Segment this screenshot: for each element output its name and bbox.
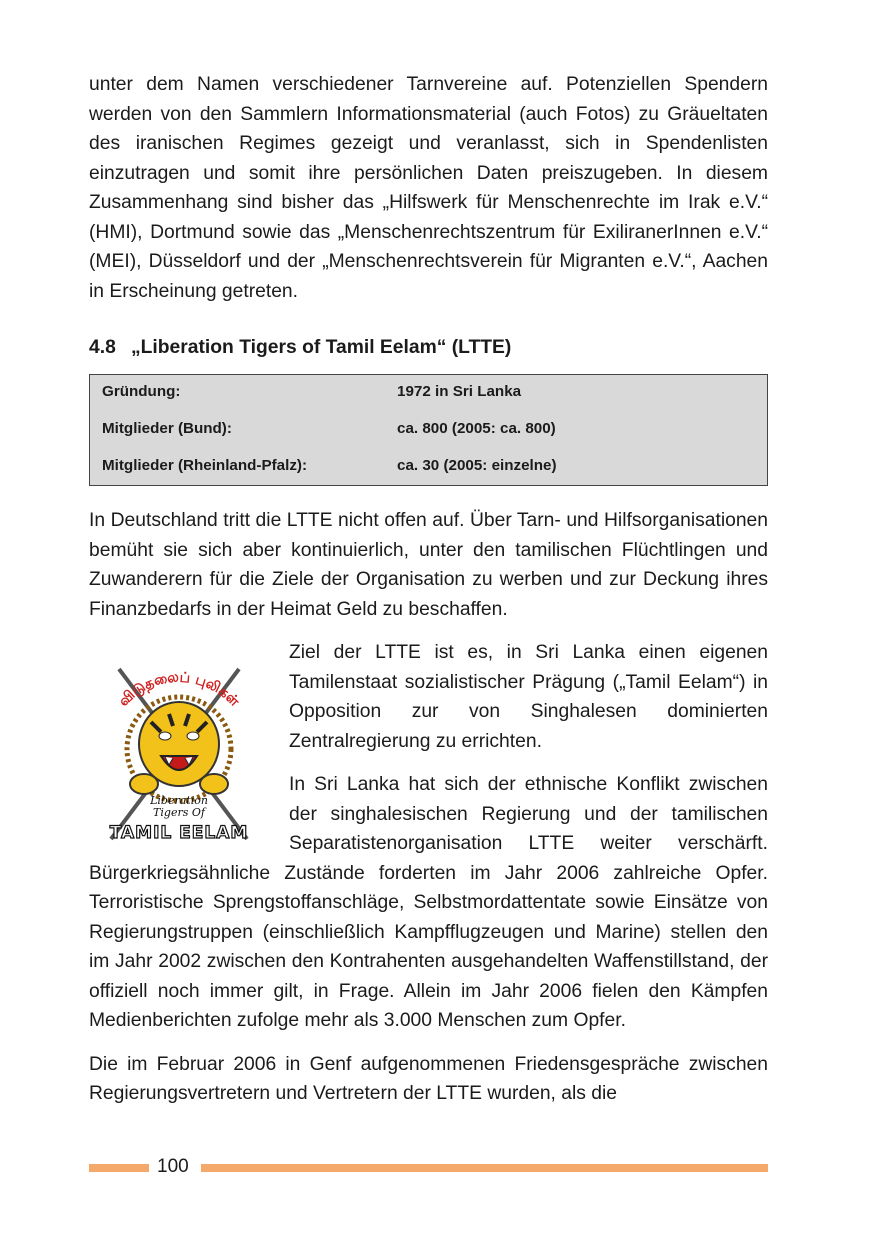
fact-row	[90, 381, 767, 418]
paragraph-4: Die im Februar 2006 in Genf aufgenommenen Friedensgespräche zwischen Regierungsvertretern und Vertretern der LTTE wurden, als die	[89, 1053, 768, 1104]
fact-value-members-rlp: ca. 30 (2005: einzelne)	[397, 457, 557, 474]
fact-label-founding: Gründung:	[102, 383, 181, 400]
intro-paragraph: unter dem Namen verschiedener Tarnvereine auf. Potenziellen Spendern werden von den Sammlern Informationsmaterial (auch Fotos) zu Gräueltaten des iranischen Regimes gezeigt und veranlasst, sich in Spendenlisten einzutragen und somit ihre persönlichen Daten preiszugeben. In diesem Zusammenhang sind bisher das „Hilfswerk für Menschenrechte im Irak e.V.“ (HMI), Dortmund sowie das „Menschenrechtszentrum für ExiliranerInnen e.V.“ (MEI), Düsseldorf und der „Menschenrechtsverein für Migranten e.V.“, Aachen in Erscheinung getreten.	[89, 74, 768, 302]
logo-caption-line3: TAMIL EELAM	[109, 823, 249, 843]
fact-label-members-federal: Mitglieder (Bund):	[102, 420, 232, 437]
logo-caption-line2: Tigers Of	[153, 806, 205, 819]
paragraph-1: In Deutschland tritt die LTTE nicht offen auf. Über Tarn- und Hilfsorganisationen bemüht sie sich aber kontinuierlich, unter den tamilischen Flüchtlingen und Zuwanderern für die Ziele der Organisation zu werben und zur Deckung ihres Finanzbedarfs in der Heimat Geld zu beschaffen.	[89, 510, 768, 620]
section-number: 4.8	[89, 337, 116, 358]
section-heading	[89, 333, 768, 362]
paragraph-3: In Sri Lanka hat sich der ethnische Konflikt zwischen der singhalesischen Regierung und der tamilischen Separatistenorganisation LTTE weiter verschärft. Bürgerkriegsähnliche Zustände forderten im Jahr 2006 zahlreiche Opfer. Terroristische Sprengstoffanschläge, Selbstmordattentate sowie Einsätze von Regierungstruppen (einschließlich Kampfflugzeugen und Marine) stellen den im Jahr 2002 zwischen den Kontrahenten ausgehandelten Waffenstillstand, der offiziell noch immer gilt, in Frage. Allein im Jahr 2006 fielen den Kämpfen Medienberichten zufolge mehr als 3.000 Menschen zum Opfer.	[89, 774, 768, 1031]
fact-label-members-rlp: Mitglieder (Rheinland-Pfalz):	[102, 457, 308, 474]
facts-table	[89, 374, 768, 486]
page-content	[89, 70, 768, 1109]
logo-text-block	[89, 638, 768, 1036]
page-number: 100	[157, 1156, 189, 1177]
footer-bar-left	[89, 1164, 149, 1172]
fact-row	[90, 455, 767, 481]
section-title: „Liberation Tigers of Tamil Eelam“ (LTTE)	[131, 337, 512, 358]
fact-value-founding: 1972 in Sri Lanka	[397, 383, 522, 400]
page-footer	[89, 1156, 768, 1178]
logo-tamil-text: விடுதலைப் புலிகள்	[115, 669, 243, 710]
fact-row	[90, 418, 767, 455]
ltte-logo-image	[89, 644, 269, 849]
paragraph-2: Ziel der LTTE ist es, in Sri Lanka einen eigenen Tamilenstaat sozialistischer Prägung („Tamil Eelam“) in Opposition zur von Singhalesen dominierten Zentralregierung zu errichten.	[289, 642, 768, 752]
fact-value-members-federal: ca. 800 (2005: ca. 800)	[397, 420, 556, 437]
footer-bar-right	[201, 1164, 768, 1172]
logo-caption-line1: Liberation	[150, 794, 208, 807]
